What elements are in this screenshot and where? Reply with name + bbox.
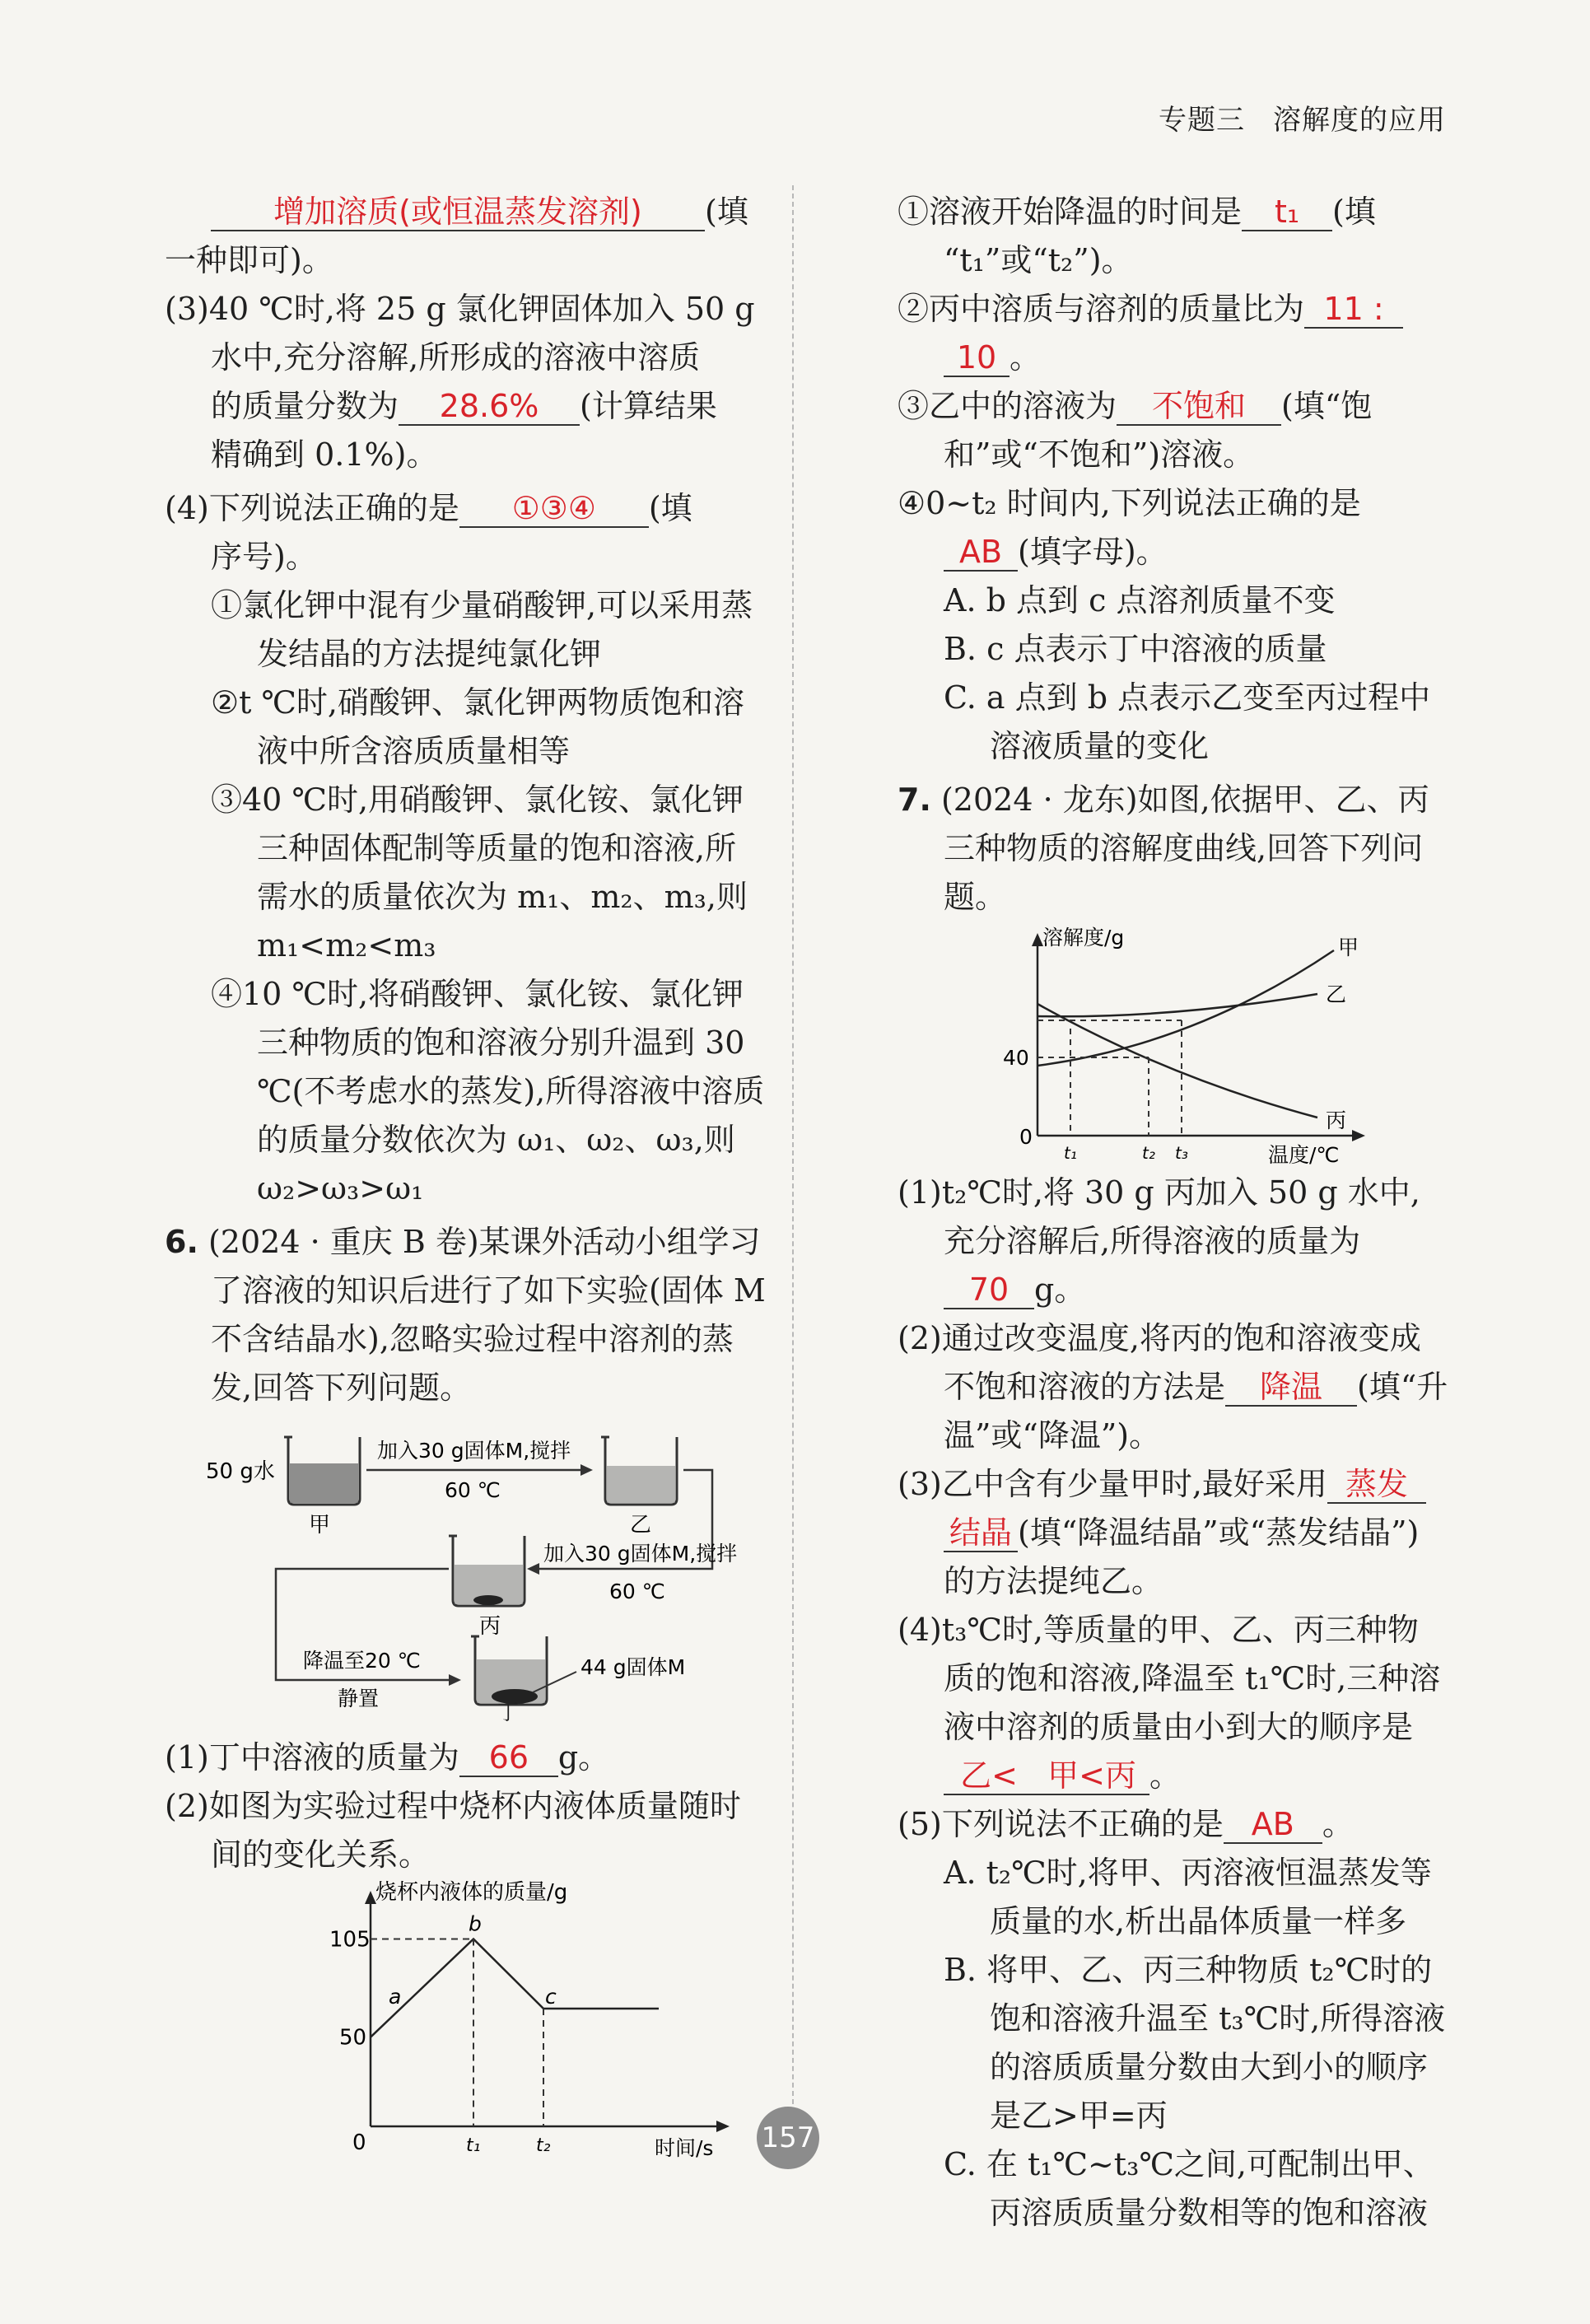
mass-time-chart	[165, 1879, 766, 2159]
q6-part2: (2)如图为实验过程中烧杯内液体质量随时间的变化关系。	[165, 1788, 741, 1873]
x-axis-label: 时间/s	[655, 2136, 714, 2159]
beaker-bing	[449, 1536, 525, 1606]
text: ③乙中的溶液为	[898, 388, 1117, 424]
step3-note: 静置	[338, 1687, 380, 1710]
arrow-2-head	[527, 1563, 539, 1575]
label-bing: 丙	[1326, 1108, 1347, 1132]
q7-3-answer-blank-2: 结晶	[944, 1514, 1018, 1552]
text: (填	[1332, 194, 1376, 230]
label-jia: 甲	[1338, 936, 1359, 959]
y-tick-0: 0	[352, 2130, 366, 2155]
q4-option-2: ②t ℃时,硝酸钾、氯化钾两物质饱和溶液中所含溶质质量相等	[211, 684, 745, 769]
step1-label: 加入30 g固体M,搅拌	[377, 1439, 571, 1463]
x-tick-t2: t₂	[1142, 1143, 1155, 1163]
text: (5)下列说法不正确的是	[898, 1806, 1224, 1842]
q3-line1: (3)40 ℃时,将 25 g 氯化钾固体加入 50 g	[165, 291, 755, 327]
text: (2)通过改变温度,将丙的饱和溶液变成不饱和溶液的方法是	[898, 1320, 1421, 1405]
solubility-chart	[898, 922, 1449, 1169]
q3-line4: 精确到 0.1%)。	[211, 436, 438, 473]
q7-number: 7.	[898, 782, 931, 818]
r-sub1-line1	[898, 188, 1449, 236]
solid-label: 44 g固体M	[581, 1655, 686, 1679]
text: (计算结果	[580, 388, 717, 424]
q4-option-3: ③40 ℃时,用硝酸钾、氯化铵、氯化钾三种固体配制等质量的饱和溶液,所需水的质量依次为 m₁、m₂、m₃,则 m₁<m₂<m₃	[211, 782, 748, 964]
text: ②丙中溶质与溶剂的质量比为	[898, 291, 1305, 327]
text: ①溶液开始降温的时间是	[898, 194, 1243, 230]
experiment-diagram	[165, 1412, 766, 1717]
text: (1)t₂℃时,将 30 g 丙加入 50 g 水中,充分溶解后,所得溶液的质量为	[898, 1174, 1420, 1259]
text-line: 一种即可)。	[165, 242, 333, 278]
beaker-yi-label: 乙	[630, 1513, 652, 1538]
q6-stem	[165, 1218, 766, 1412]
q4-answer-blank: ①③④	[459, 490, 649, 528]
curve-jia	[1037, 950, 1334, 1066]
y-axis-arrow	[1032, 933, 1043, 946]
right-column	[898, 188, 1449, 2238]
r4-answer-blank: AB	[944, 534, 1018, 572]
text: (填	[648, 490, 692, 526]
q7-part2	[898, 1314, 1449, 1460]
q4-option-4: ④10 ℃时,将硝酸钾、氯化铵、氯化钾三种物质的饱和溶液分别升温到 30 ℃(不考虑水的蒸发),所得溶液中溶质的质量分数依次为 ω₁、ω₂、ω₃,则 ω₂>ω₃>ω₁	[211, 976, 765, 1206]
r3-answer-blank: 不饱和	[1117, 388, 1281, 426]
text: (填“升温”或“降温”)。	[944, 1369, 1448, 1454]
q7-part4	[898, 1606, 1449, 1800]
q7-5-answer-blank: AB	[1224, 1806, 1322, 1844]
question-3	[165, 285, 766, 479]
q7-5-option-a: A. t₂℃时,将甲、丙溶液恒温蒸发等质量的水,析出晶体质量一样多	[944, 1855, 1432, 1939]
y-tick-50: 50	[339, 2025, 367, 2051]
q7-part1	[898, 1169, 1449, 1314]
beaker-jia	[284, 1437, 360, 1505]
q4-line1	[165, 484, 766, 533]
page-number: 157	[757, 2107, 819, 2169]
text: (填	[705, 194, 748, 230]
r2-answer-blank-1: 11 :	[1304, 291, 1403, 329]
curve-yi	[1037, 994, 1317, 1016]
r-sub2-line2	[898, 334, 1449, 382]
point-c: c	[545, 1985, 557, 2009]
x-tick-t2: t₂	[536, 2135, 551, 2156]
point-b: b	[469, 1911, 482, 1936]
column-divider	[792, 185, 794, 2121]
ding-label-row	[165, 1701, 766, 1734]
text: (4)下列说法正确的是	[165, 490, 459, 526]
text: (3)乙中含有少量甲时,最好采用	[898, 1466, 1327, 1502]
y-axis-label: 溶解度/g	[1042, 926, 1125, 950]
text: 。	[1322, 1806, 1354, 1842]
y-tick-40: 40	[1003, 1046, 1029, 1070]
step1-temp: 60 ℃	[445, 1478, 501, 1502]
text: 。	[1149, 1757, 1182, 1794]
label-yi: 乙	[1326, 982, 1347, 1006]
q4-option-1: ①氯化钾中混有少量硝酸钾,可以采用蒸发结晶的方法提纯氯化钾	[211, 587, 753, 672]
q7-text: (2024 · 龙东)如图,依据甲、乙、丙三种物质的溶解度曲线,回答下列问题。	[940, 782, 1429, 915]
header-topic: 专题三	[1159, 104, 1245, 137]
text: g。	[1034, 1272, 1086, 1308]
q3-answer-blank: 28.6%	[399, 388, 580, 426]
beaker-yi	[601, 1437, 677, 1505]
answer-blank-continued: 增加溶质(或恒温蒸发溶剂)	[211, 194, 705, 231]
q7-5-option-c: C. 在 t₁℃~t₃℃之间,可配制出甲、丙溶质质量分数相等的饱和溶液	[944, 2146, 1434, 2231]
header-title: 溶解度的应用	[1273, 104, 1446, 137]
q7-part5	[898, 1800, 1449, 1849]
question-7	[898, 776, 1449, 2238]
r-sub1-line2: “t₁”或“t₂”)。	[944, 242, 1133, 278]
q7-3-answer-blank-1: 蒸发	[1327, 1466, 1426, 1504]
q7-4-answer-blank-2: 甲<丙	[1034, 1757, 1149, 1795]
x-axis-arrow	[1352, 1130, 1365, 1141]
step3-label: 降温至20 ℃	[303, 1649, 421, 1673]
r4-option-a: A. b 点到 c 点溶剂质量不变	[944, 582, 1336, 618]
text: (1)丁中溶液的质量为	[165, 1739, 459, 1776]
y-tick-0: 0	[1019, 1125, 1033, 1149]
q7-part3	[898, 1460, 1449, 1606]
q7-1-answer-blank: 70	[944, 1272, 1034, 1309]
text: (4)t₃℃时,等质量的甲、乙、丙三种物质的饱和溶液,降温至 t₁℃时,三种溶液中溶剂的质量由小到大的顺序是	[898, 1612, 1441, 1745]
x-tick-t1: t₁	[1064, 1143, 1077, 1163]
y-tick-105: 105	[329, 1927, 371, 1953]
r-sub4-line2	[898, 528, 1449, 576]
step2-label: 加入30 g固体M,搅拌	[543, 1542, 738, 1566]
r4-option-c: C. a 点到 b 点表示乙变至丙过程中溶液质量的变化	[944, 679, 1431, 764]
x-axis-arrow	[716, 2121, 730, 2132]
continued-answer-line	[165, 188, 766, 236]
r-sub4-line1: ④0~t₂ 时间内,下列说法正确的是	[898, 485, 1361, 521]
beaker-jia-label: 甲	[309, 1513, 331, 1538]
question-4	[165, 484, 766, 1213]
r4-option-b: B. c 点表示丁中溶液的质量	[944, 631, 1327, 667]
x-tick-t3: t₃	[1175, 1143, 1188, 1163]
question-6	[165, 1218, 766, 2159]
text: 的质量分数为	[211, 388, 399, 424]
beaker-ding-label: 丁	[497, 1701, 520, 1725]
q6-number: 6.	[165, 1224, 198, 1260]
q6-text: (2024 · 重庆 B 卷)某课外活动小组学习了溶液的知识后进行了如下实验(固体 M 不含结晶水),忽略实验过程中溶剂的蒸发,回答下列问题。	[207, 1224, 766, 1406]
q3-line2: 水中,充分溶解,所形成的溶液中溶质	[211, 339, 701, 376]
text: 。	[1009, 339, 1042, 376]
step2-temp: 60 ℃	[609, 1580, 665, 1603]
r-sub3-line2: 和”或“不饱和”)溶液。	[944, 436, 1255, 473]
y-axis-label: 烧杯内液体的质量/g	[375, 1880, 568, 1905]
r-sub3-line1	[898, 382, 1449, 431]
left-column	[165, 188, 766, 2159]
q4-line2: 序号)。	[211, 539, 317, 575]
arrow-1-head	[581, 1464, 593, 1476]
point-a: a	[389, 1985, 402, 2009]
r1-answer-blank: t₁	[1242, 194, 1332, 231]
q7-5-option-b: B. 将甲、乙、丙三种物质 t₂℃时的饱和溶液升温至 t₃℃时,所得溶液的溶质质量分数由大到小的顺序是乙>甲=丙	[944, 1952, 1446, 2134]
text: (填“饱	[1281, 388, 1373, 424]
text: (填“降温结晶”或“蒸发结晶”)的方法提纯乙。	[944, 1514, 1420, 1599]
y-axis-arrow	[365, 1891, 376, 1904]
water-label: 50 g水	[206, 1459, 275, 1484]
x-axis-label: 温度/℃	[1268, 1143, 1340, 1167]
r2-answer-blank-2: 10	[944, 339, 1009, 377]
page-header	[1159, 97, 1446, 138]
mass-line	[371, 1939, 659, 2037]
q7-2-answer-blank: 降温	[1225, 1369, 1357, 1407]
arrow-3-head	[449, 1674, 461, 1686]
q6-part1	[165, 1734, 766, 1782]
q7-stem	[898, 776, 1449, 922]
q7-4-answer-blank-1: 乙<	[944, 1757, 1034, 1795]
text: g。	[557, 1739, 610, 1776]
q3-line3	[165, 382, 766, 431]
q6-1-answer-blank: 66	[459, 1739, 558, 1777]
text: (填字母)。	[1018, 534, 1168, 570]
r-sub2-line1	[898, 285, 1449, 334]
x-tick-t1: t₁	[466, 2135, 481, 2156]
beaker-bing-label: 丙	[479, 1614, 501, 1639]
